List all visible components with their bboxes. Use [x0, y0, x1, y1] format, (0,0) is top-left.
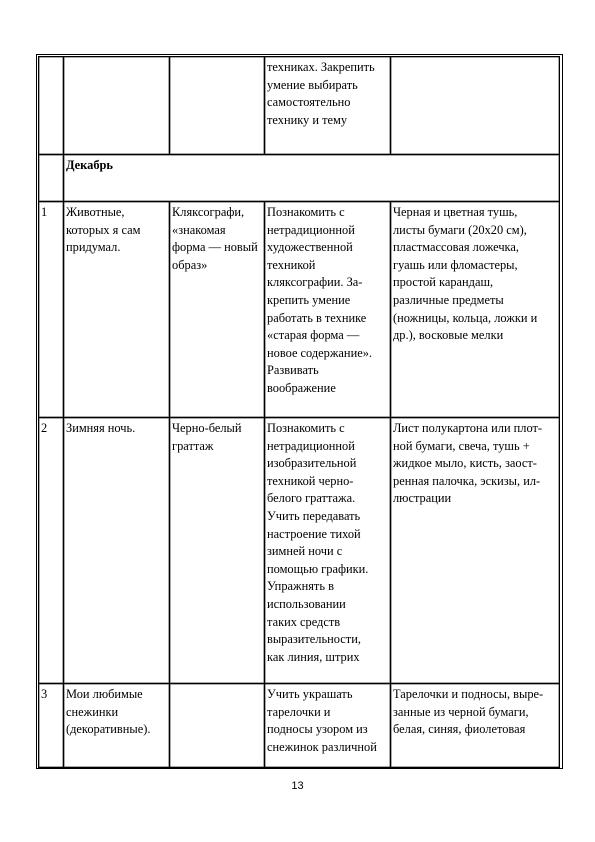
- cell-goal: [265, 57, 391, 155]
- table-row: [39, 202, 560, 418]
- goal-text: техниках. Закрепить умение выбирать самостоятельно технику и тему: [267, 60, 375, 127]
- cell-topic: [64, 684, 170, 768]
- cell-goal: [265, 684, 391, 768]
- cell-num: [39, 155, 64, 202]
- cell-technique: [170, 202, 265, 418]
- cell-materials: [391, 202, 560, 418]
- month-heading: Декабрь: [64, 155, 560, 202]
- cell-materials: [391, 57, 560, 155]
- row-number: 1: [39, 202, 64, 418]
- cell-technique: [170, 57, 265, 155]
- goal-text: Учить украшать тарелочки и подносы узором из снежинок различной: [267, 687, 377, 754]
- row-number: 3: [39, 684, 64, 768]
- topic-text: Зимняя ночь.: [66, 421, 136, 435]
- cell-technique: [170, 684, 265, 768]
- cell-goal: [265, 202, 391, 418]
- cell-goal: [265, 418, 391, 684]
- month-row: [39, 155, 560, 202]
- cell-topic: [64, 418, 170, 684]
- technique-text: Кляксографи, «знакомая форма — новый образ»: [172, 205, 258, 272]
- row-number: 2: [39, 418, 64, 684]
- page-number: 13: [291, 780, 304, 792]
- cell-topic: [64, 202, 170, 418]
- cell-materials: [391, 418, 560, 684]
- goal-text: Познакомить с нетрадиционной художественной техникой кляксографии. За- крепить умение работать в технике «старая форма — новое содержание». Развивать воображение: [267, 205, 372, 395]
- table-row-continuation: [39, 57, 560, 155]
- materials-text: Черная и цветная тушь, листы бумаги (20х20 см), пластмассовая ложечка, гуашь или фломастеры, простой карандаш, различные предметы (ножницы, кольца, ложки и др.), восковые мелки: [393, 205, 538, 343]
- lesson-plan-table: [38, 56, 560, 768]
- technique-text: Черно-белый граттаж: [172, 421, 242, 453]
- materials-text: Тарелочки и подносы, выре- занные из черной бумаги, белая, синяя, фиолетовая: [393, 687, 544, 737]
- cell-materials: [391, 684, 560, 768]
- cell-num: [39, 57, 64, 155]
- cell-topic: [64, 57, 170, 155]
- table-row: [39, 684, 560, 768]
- topic-text: Мои любимые снежинки (декоративные).: [66, 687, 151, 737]
- materials-text: Лист полукартона или плот- ной бумаги, свеча, тушь + жидкое мыло, кисть, заост- ренная палочка, эскизы, ил- люстрации: [393, 421, 543, 506]
- table-row: [39, 418, 560, 684]
- goal-text: Познакомить с нетрадиционной изобразительной техникой черно- белого граттажа. Учить передавать настроение тихой зимней ночи с помощью графики. Упражнять в использовании таких средств выразительности, как линия, штрих: [267, 421, 369, 664]
- cell-technique: [170, 418, 265, 684]
- topic-text: Животные, которых я сам придумал.: [66, 205, 141, 255]
